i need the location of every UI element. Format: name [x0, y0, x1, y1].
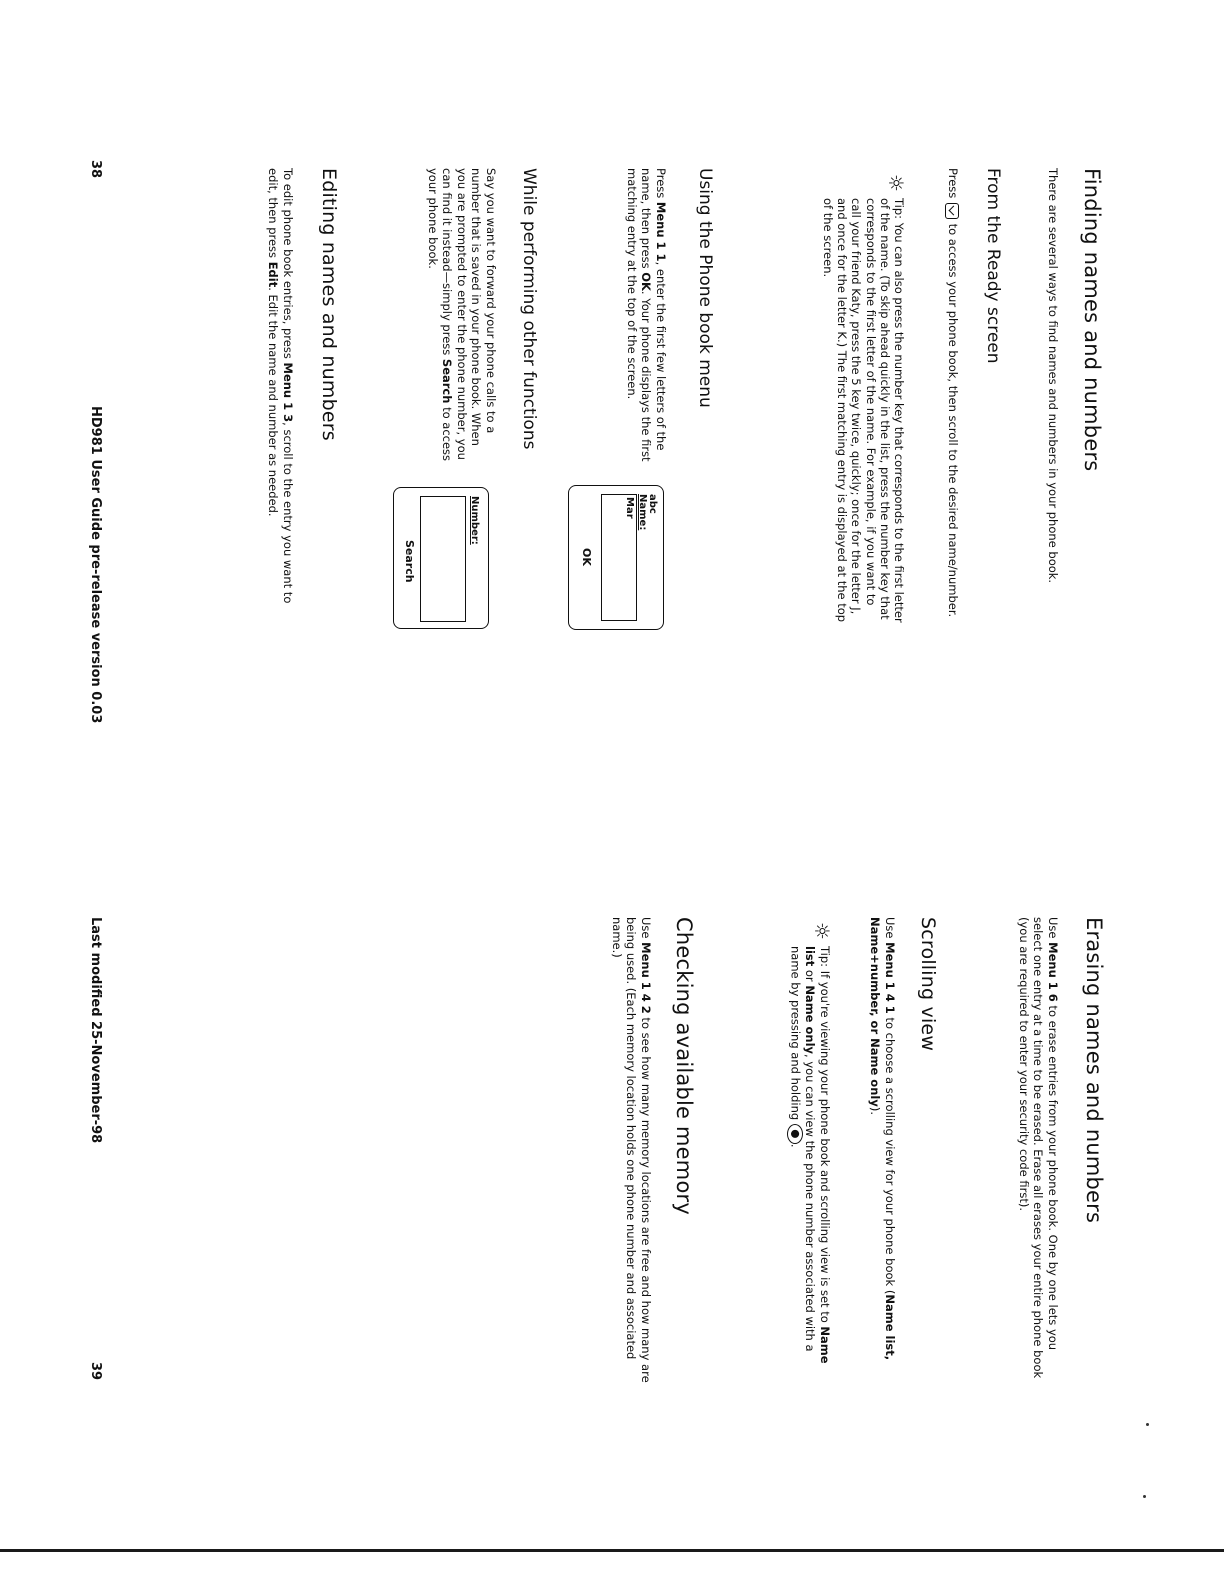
para-memory: Use Menu 1 4 2 to see how many memory locations are free and how many are being used. (Each memory location holds one phone number and associated name.)	[610, 917, 653, 1383]
screen-input-text: Mar	[624, 497, 635, 519]
para-ready: Press to access your phone book, then scroll to the desired name/number.	[946, 168, 960, 618]
para-scrolling: Use Menu 1 4 1 to choose a scrolling view for your phone book (Name list, Name+number, or Name only).	[868, 917, 897, 1361]
para-other-functions: Say you want to forward your phone calls to a number that is saved in your phone book. When you are prompted to enter the phone number, you can find it instead—simply press Search to access your phone book.	[426, 168, 498, 462]
heading-ready-screen: From the Ready screen	[983, 168, 1003, 364]
para-editing: To edit phone book entries, press Menu 1 3, scroll to the entry you want to edit, then press Edit. Edit the name and number as needed.	[266, 168, 295, 604]
softkey-ok[interactable]: OK	[580, 548, 593, 566]
screen-number-label: Number:	[469, 496, 480, 545]
phone-screen-number-search	[393, 487, 489, 629]
tip-ready: Tip: You can also press the number key that corresponds to the first letter of the name. (To skip ahead quickly in the list, press the number key that corresponds to the first letter of the name. For example, if you want to call your friend Katy, press the 5 key twice, quickly; once for the letter J, and once for the letter K.) The first matching entry is displayed at the top of the screen.	[820, 198, 906, 623]
screen-status-line: abc	[647, 494, 658, 514]
phonebook-key-icon	[946, 203, 960, 219]
para-erasing: Use Menu 1 6 to erase entries from your phone book. One by one lets you select one entry at a time to be erased. Erase all erases your entire phone book (you are required to enter your security code first).	[1017, 917, 1060, 1379]
heading-memory: Checking available memory	[672, 917, 696, 1215]
para-finding: There are several ways to find names and numbers in your phone book.	[1046, 168, 1060, 584]
page-number-left: 38	[88, 160, 103, 179]
softkey-search[interactable]: Search	[403, 540, 416, 583]
heading-editing: Editing names and numbers	[318, 168, 340, 441]
screen-input-box	[420, 496, 466, 622]
footer-left: HD981 User Guide pre-release version 0.03	[88, 406, 103, 724]
screen-input-box	[601, 494, 637, 621]
para-phone-book-menu: Press Menu 1 1, enter the first few letters of the name, then press OK. Your phone displays the first matching entry at the top of the screen.	[625, 168, 668, 462]
phone-screen-name-search	[568, 485, 664, 630]
lightbulb-icon: ☼	[810, 922, 834, 940]
heading-finding: Finding names and numbers	[1080, 168, 1104, 472]
heading-other-functions: While performing other functions	[519, 168, 539, 450]
heading-phone-book-menu: Using the Phone book menu	[695, 168, 715, 408]
heading-scrolling: Scrolling view	[917, 917, 939, 1052]
page-number-right: 39	[88, 1362, 103, 1381]
screen-name-label: Name:	[637, 494, 648, 531]
round-key-icon: ⬤	[787, 1124, 803, 1144]
tip-scrolling: Tip: If you're viewing your phone book and scrolling view is set to Name list or Name only, you can view the phone number associated with a name by pressing and holding ⬤.	[788, 946, 832, 1364]
lightbulb-icon: ☼	[884, 174, 908, 192]
footer-right: Last modified 25-November-98	[88, 917, 103, 1144]
heading-erasing: Erasing names and numbers	[1082, 917, 1106, 1224]
